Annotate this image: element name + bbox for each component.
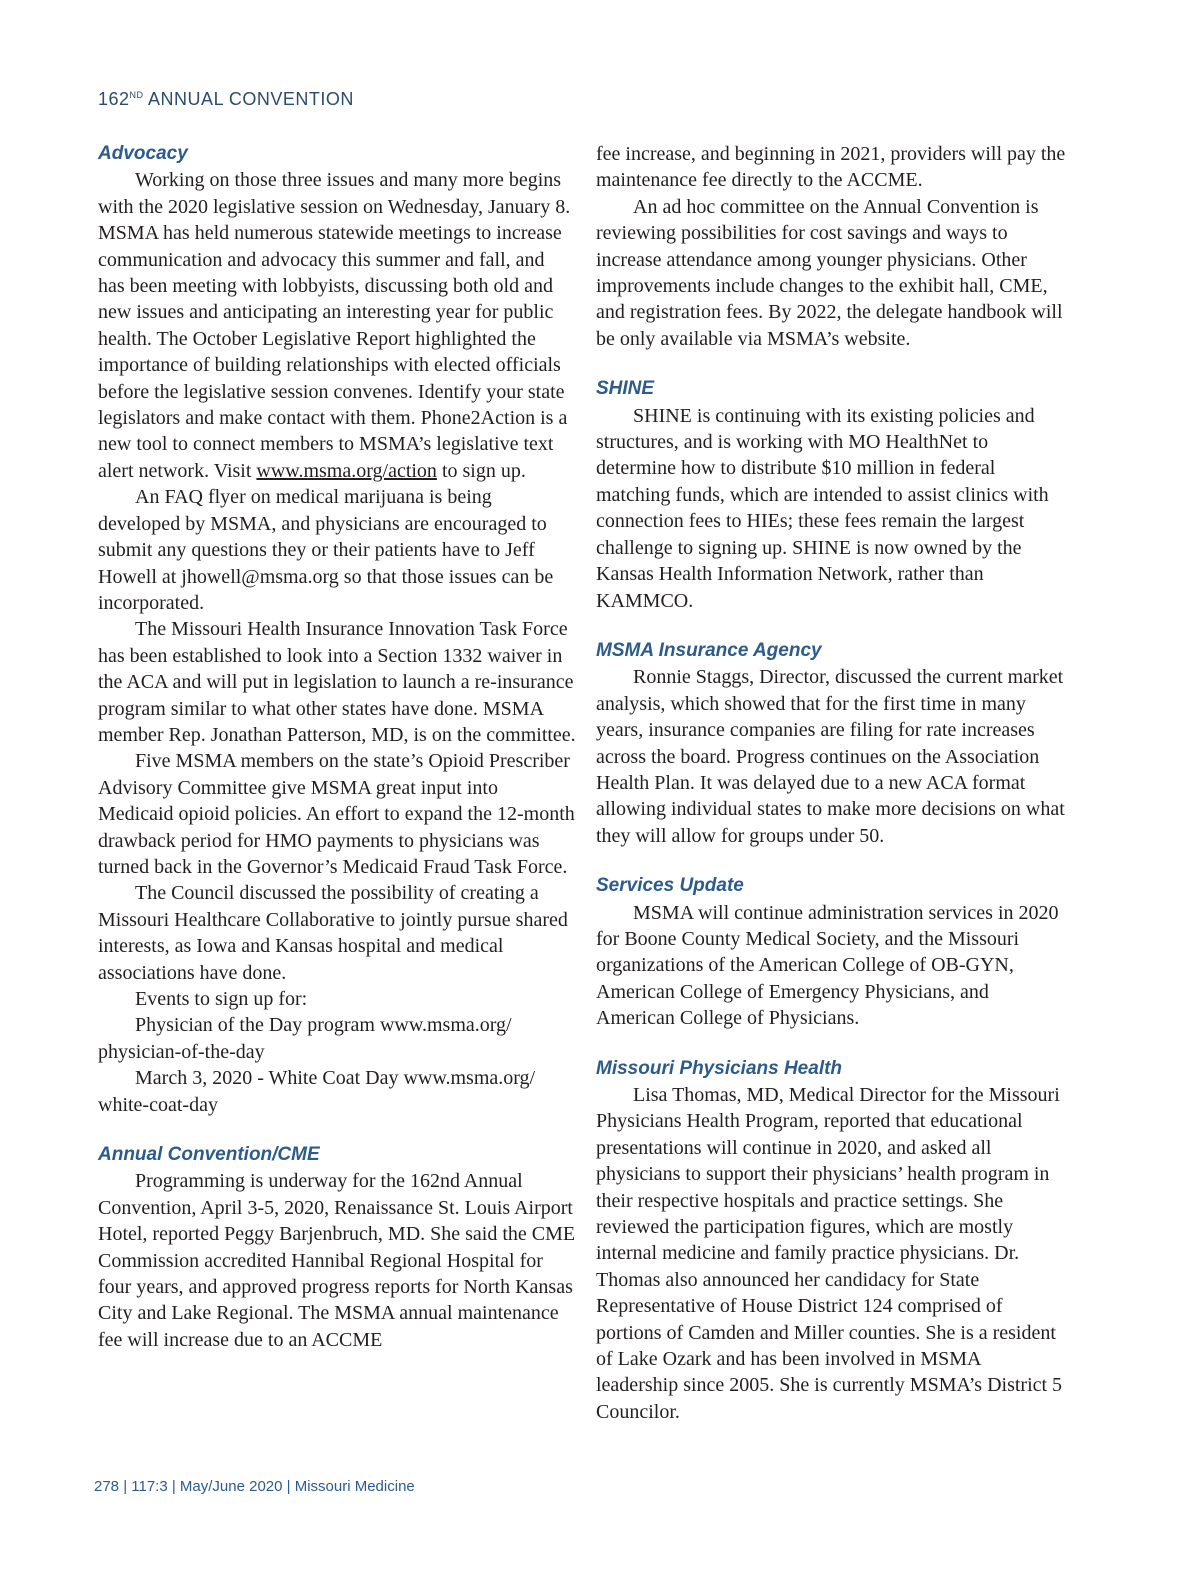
paragraph-convention-2: An ad hoc committee on the Annual Convention is reviewing possibilities for cost savings and ways to increase attendance among younger physicians. Other improvements include changes to the exhibit hall, CME, and registration fees. By 2022, the delegate handbook will be only available via MSMA’s website. [596,195,1063,350]
heading-insurance-agency: MSMA Insurance Agency [596,639,822,661]
paragraph-advocacy-1 [98,167,576,484]
section-title: ANNUAL CONVENTION [143,89,354,109]
paragraph-text: Working on those three issues and many more begins with the 2020 legislative session on Wednesday, January 8. MSMA has held numerous statewide meetings to increase communication and advocacy this summer and fall, and has been meeting with lobbyists, discussing both old and new issues and anticipating an interesting year for public health. The October Legislative Report highlighted the importance of building relationships with elected officials before the legislative session convenes. Identify your state legislators and make contact with them. Phone2Action is a new tool to connect members to MSMA’s legislative text alert network. Visit [98,169,571,482]
event-physician-of-day: Physician of the Day program www.msma.org/ [135,1014,512,1037]
paragraph-advocacy-4: Five MSMA members on the state’s Opioid Prescriber Advisory Committee give MSMA great input into Medicaid opioid policies. An effort to expand the 12-month drawback period for HMO payments to physicians was turned back in the Governor’s Medicaid Fraud Task Force. [98,750,575,878]
heading-physicians-health: Missouri Physicians Health [596,1057,843,1079]
paragraph-services: MSMA will continue administration services in 2020 for Boone County Medical Society, and the Missouri organizations of the American College of OB-GYN, American College of Emergency Physicians, and American College of Physicians. [596,901,1059,1030]
heading-annual-convention: Annual Convention/CME [98,1144,320,1166]
paragraph-insurance: Ronnie Staggs, Director, discussed the current market analysis, which showed that for the first time in many years, insurance companies are filing for rate increases across the board. Progress continues on the Association Health Plan. It was delayed due to a new ACA format allowing individual states to make more decisions on what they will allow for groups under 50. [596,666,1065,847]
convention-number: 162 [98,89,130,109]
paragraph-convention-continued: fee increase, and beginning in 2021, providers will pay the maintenance fee directly to the ACCME. [596,143,1066,192]
paragraph-convention-1: Programming is underway for the 162nd Annual Convention, April 3-5, 2020, Renaissance St. Louis Airport Hotel, reported Peggy Barjenbruch, MD. She said the CME Commission accredited Hannibal Regional Hospital for four years, and approved progress reports for North Kansas City and Lake Regional. The MSMA annual maintenance fee will increase due to an ACCME [98,1170,576,1351]
event-white-coat-day: March 3, 2020 - White Coat Day www.msma.org/ [135,1067,536,1090]
events-intro: Events to sign up for: [135,988,308,1010]
section-header [98,89,354,110]
right-column [596,141,1066,1425]
paragraph-text-end: to sign up. [436,459,526,482]
paragraph-advocacy-2: An FAQ flyer on medical marijuana is being developed by MSMA, and physicians are encouraged to submit any questions they or their patients have to Jeff Howell at jhowell@msma.org so that those issues can be incorporated. [98,486,554,614]
event-white-coat-day-url: white-coat-day [98,1093,218,1116]
heading-services-update: Services Update [596,875,744,897]
page-footer: 278 | 117:3 | May/June 2020 | Missouri Medicine [94,1478,415,1495]
event-physician-of-day-url: physician-of-the-day [98,1040,265,1063]
ordinal-suffix: ND [129,90,144,100]
paragraph-advocacy-5: The Council discussed the possibility of creating a Missouri Healthcare Collaborative to jointly pursue shared interests, as Iowa and Kansas hospital and medical associations have done. [98,882,568,984]
paragraph-advocacy-3: The Missouri Health Insurance Innovation Task Force has been established to look into a Section 1332 waiver in the ACA and will put in legislation to launch a re-insurance program similar to what other states have done. MSMA member Rep. Jonathan Patterson, MD, is on the committee. [98,618,576,746]
heading-shine: SHINE [596,378,655,400]
paragraph-physicians-health: Lisa Thomas, MD, Medical Director for the Missouri Physicians Health Program, reported that educational presentations will continue in 2020, and asked all physicians to support their physicians’ health program in their respective hospitals and practice settings. She reviewed the participation figures, which are mostly internal medicine and family practice physicians. Dr. Thomas also announced her candidacy for State Representative of House District 124 comprised of portions of Camden and Miller counties. She is a resident of Lake Ozark and has been involved in MSMA leadership since 2005. She is currently MSMA’s District 5 Councilor. [596,1084,1063,1423]
left-column [98,141,576,1353]
paragraph-shine: SHINE is continuing with its existing policies and structures, and is working with MO HealthNet to determine how to distribute $10 million in federal matching funds, which are intended to assist clinics with connection fees to HIEs; these fees remain the largest challenge to signing up. SHINE is now owned by the Kansas Health Information Network, rather than KAMMCO. [596,404,1049,612]
msma-action-link[interactable]: www.msma.org/action [256,459,437,482]
heading-advocacy: Advocacy [98,143,188,164]
